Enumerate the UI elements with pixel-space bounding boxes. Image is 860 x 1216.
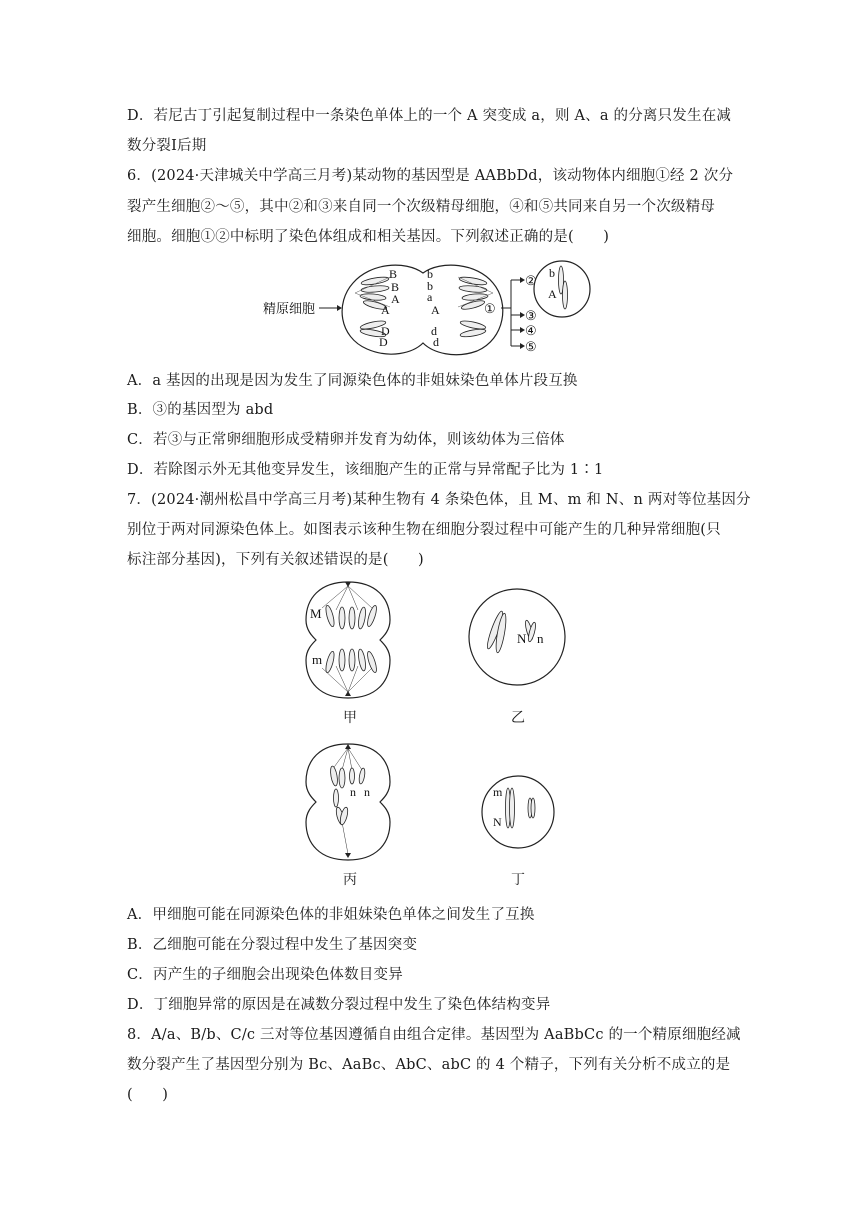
cell-bing-figure (300, 740, 400, 865)
q7-stem-line2: 别位于两对同源染色体上。如图表示该种生物在细胞分裂过程中可能产生的几种异常细胞(只 (127, 522, 721, 538)
q8-stem-line3: ( ) (127, 1087, 169, 1103)
svg-text:A: A (548, 287, 557, 301)
q7-option-a: A．甲细胞可能在同源染色体的非姐妹染色单体之间发生了互换 (127, 907, 535, 923)
svg-text:A: A (391, 292, 400, 306)
svg-text:N: N (517, 631, 527, 646)
spermatogonium-label: 精原细胞 (263, 301, 316, 316)
svg-text:d: d (433, 335, 439, 349)
svg-text:A: A (381, 303, 390, 317)
label-ding: 丁 (511, 872, 525, 888)
q7-stem-line3: 标注部分基因)，下列有关叙述错误的是( ) (127, 552, 424, 568)
q6-stem-line2: 裂产生细胞②～⑤，其中②和③来自同一个次级精母细胞，④和⑤共同来自另一个次级精母 (127, 199, 715, 215)
right-chromosomes-bottom (460, 319, 487, 338)
cell-yi-figure (465, 585, 570, 690)
svg-text:a: a (427, 290, 433, 304)
svg-text:m: m (493, 785, 503, 799)
svg-text:③: ③ (525, 308, 537, 323)
svg-text:b: b (427, 267, 433, 281)
q7-stem-line1: 7．(2024·潮州松昌中学高三月考)某种生物有 4 条染色体，且 M、m 和 N、n 两对等位基因分 (127, 492, 751, 508)
svg-text:d: d (431, 324, 437, 338)
svg-text:D: D (381, 324, 390, 338)
q7-option-d: D．丁细胞异常的原因是在减数分裂过程中发生了染色体结构变异 (127, 997, 551, 1013)
q8-stem-line2: 数分裂产生了基因型分别为 Bc、AaBc、AbC、abC 的 4 个精子，下列有关分析不成立的是 (127, 1057, 731, 1073)
q6-option-d: D．若除图示外无其他变异发生，该细胞产生的正常与异常配子比为 1∶1 (127, 462, 604, 478)
q7-option-b: B．乙细胞可能在分裂过程中发生了基因突变 (127, 937, 418, 953)
cell-1-label: ① (484, 301, 496, 316)
cell-jia-figure (300, 578, 400, 703)
q6-option-a: A．a 基因的出现是因为发生了同源染色体的非姐妹染色单体片段互换 (127, 373, 578, 389)
cell-ding-figure (478, 772, 558, 852)
label-yi: 乙 (511, 710, 525, 726)
svg-text:④: ④ (525, 323, 537, 338)
q7-option-c: C．丙产生的子细胞会出现染色体数目变异 (127, 967, 403, 983)
svg-text:D: D (379, 335, 388, 349)
svg-text:m: m (312, 652, 323, 667)
q6-stem-line1: 6．(2024·天津城关中学高三月考)某动物的基因型是 AABbDd，该动物体内细胞①经 2 次分 (127, 168, 734, 184)
svg-text:n: n (364, 785, 370, 799)
svg-text:N: N (493, 815, 502, 829)
q6-option-b: B．③的基因型为 abd (127, 402, 274, 418)
q6-stem-line3: 细胞。细胞①②中标明了染色体组成和相关基因。下列叙述正确的是( ) (127, 229, 610, 245)
q5-option-d-line1: D．若尼古丁引起复制过程中一条染色单体上的一个 A 突变成 a，则 A、a 的分离只发生在减 (127, 108, 732, 124)
svg-text:b: b (549, 266, 555, 280)
svg-text:n: n (537, 631, 544, 646)
q6-figure (255, 255, 605, 360)
svg-text:b: b (427, 279, 433, 293)
q5-option-d-line2: 数分裂Ⅰ后期 (127, 138, 207, 154)
label-jia: 甲 (343, 710, 357, 726)
svg-text:M: M (310, 606, 322, 621)
svg-text:⑤: ⑤ (525, 339, 537, 354)
label-bing: 丙 (343, 872, 357, 888)
svg-text:B: B (391, 280, 400, 294)
svg-text:n: n (350, 785, 356, 799)
q6-option-c: C．若③与正常卵细胞形成受精卵并发育为幼体，则该幼体为三倍体 (127, 432, 565, 448)
svg-text:B: B (389, 267, 398, 281)
svg-text:A: A (431, 303, 440, 317)
q8-stem-line1: 8．A/a、B/b、C/c 三对等位基因遵循自由组合定律。基因型为 AaBbCc 的一个精原细胞经减 (127, 1027, 741, 1043)
svg-text:②: ② (525, 273, 537, 288)
